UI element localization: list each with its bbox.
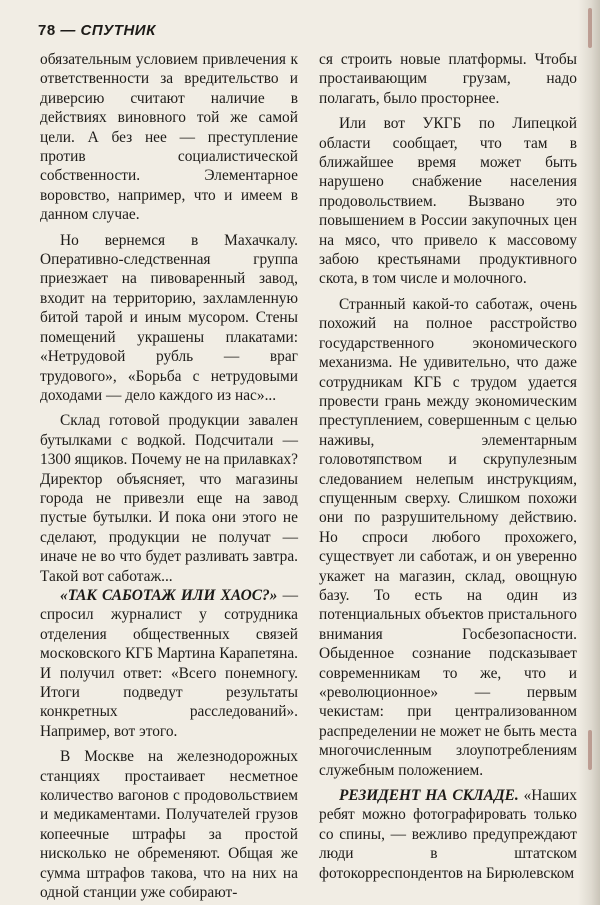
header-separator: — [60, 22, 76, 39]
right-column [319, 50, 577, 883]
section-heading: РЕЗИДЕНТ НА СКЛАДЕ. [339, 787, 519, 805]
paragraph: ся строить новые платформы. Чтобы простаивающим грузам, надо полагать, было просторнее. [319, 51, 577, 107]
paragraph-with-heading [40, 586, 298, 741]
paragraph: обязательным условием привлечения к ответственности за вредительство и диверсию считают наличие в действиях виновного той же самой цели. А без нее — преступление против социалистической собственности. Элементарное воровство, например, что и имеем в данном случае. [40, 51, 298, 224]
page-header [38, 22, 156, 39]
paragraph: Склад готовой продукции завален бутылками с водкой. Подсчитали — 1300 ящиков. Почему не на прилавках? Директор объясняет, что магазины города не привезли еще на завод пустые бутылки. И пока они этого не сделают, продукции не получат — иначе не во что будет разливать завтра. Такой вот саботаж... [40, 412, 298, 585]
magazine-title: СПУТНИК [80, 22, 156, 39]
edge-mark [588, 8, 592, 48]
page-number: 78 [38, 22, 56, 39]
paragraph-text: — спросил журналист у сотрудника отделения общественных связей московского КГБ Мартина Карапетяна. И получил ответ: «Всего понемногу. Итоги подведут результаты конкретных расследований». Например, вот этого. [40, 586, 298, 740]
paragraph-text: «Наших ребят можно фотографировать только со спины, — вежливо предупреждают люди в штатском фотокорреспондентов на Бирюлевском [319, 787, 577, 882]
paragraph: Странный какой-то саботаж, очень похожий на полное расстройство государственного экономического механизма. Не удивительно, что даже сотрудникам КГБ с трудом удается провести грань между экономическим преступлением, совершенным с целью наживы, элементарным головотяпством и скрупулезным следованием нелепым инструкциям, спущенным сверху. Слишком похожи они по разрушительному действию. Но спроси любого прохожего, существует ли саботаж, и он уверенно укажет на магазин, склад, овощную базу. То есть на один из потенциальных объектов пристального внимания Госбезопасности. Обыденное сознание подсказывает современникам то же, что и «революционное» — первым чекистам: при централизованном распределении не может не быть места многочисленным злоупотреблениям служебным положением. [319, 295, 577, 779]
edge-mark [588, 730, 592, 770]
section-heading: «ТАК САБОТАЖ ИЛИ ХАОС?» [60, 586, 278, 604]
paragraph: Или вот УКГБ по Липецкой области сообщает, что там в ближайшее время может быть нарушено снабжение населения продовольствием. Вызвано это повышением в России закупочных цен на мясо, что привело к массовому забою крестьянами продуктивного скота, в том числе и молочного. [319, 115, 577, 288]
paragraph-with-heading [319, 786, 577, 883]
paragraph: Но вернемся в Махачкалу. Оперативно-следственная группа приезжает на пивоваренный завод, входит на территорию, захламленную битой тарой и иным мусором. Стены помещений украшены плакатами: «Нетрудовой рубль — враг трудового», «Борьба с нетрудовыми доходами — дело каждого из нас»... [40, 231, 298, 404]
paragraph: В Москве на железнодорожных станциях простаивает несметное количество вагонов с продовольствием и медикаментами. Получателей грузов копеечные штрафы за простой нисколько не обременяют. Общая же сумма штрафов такова, что на них на одной станции уже собирают- [40, 748, 298, 902]
left-column [40, 50, 298, 902]
